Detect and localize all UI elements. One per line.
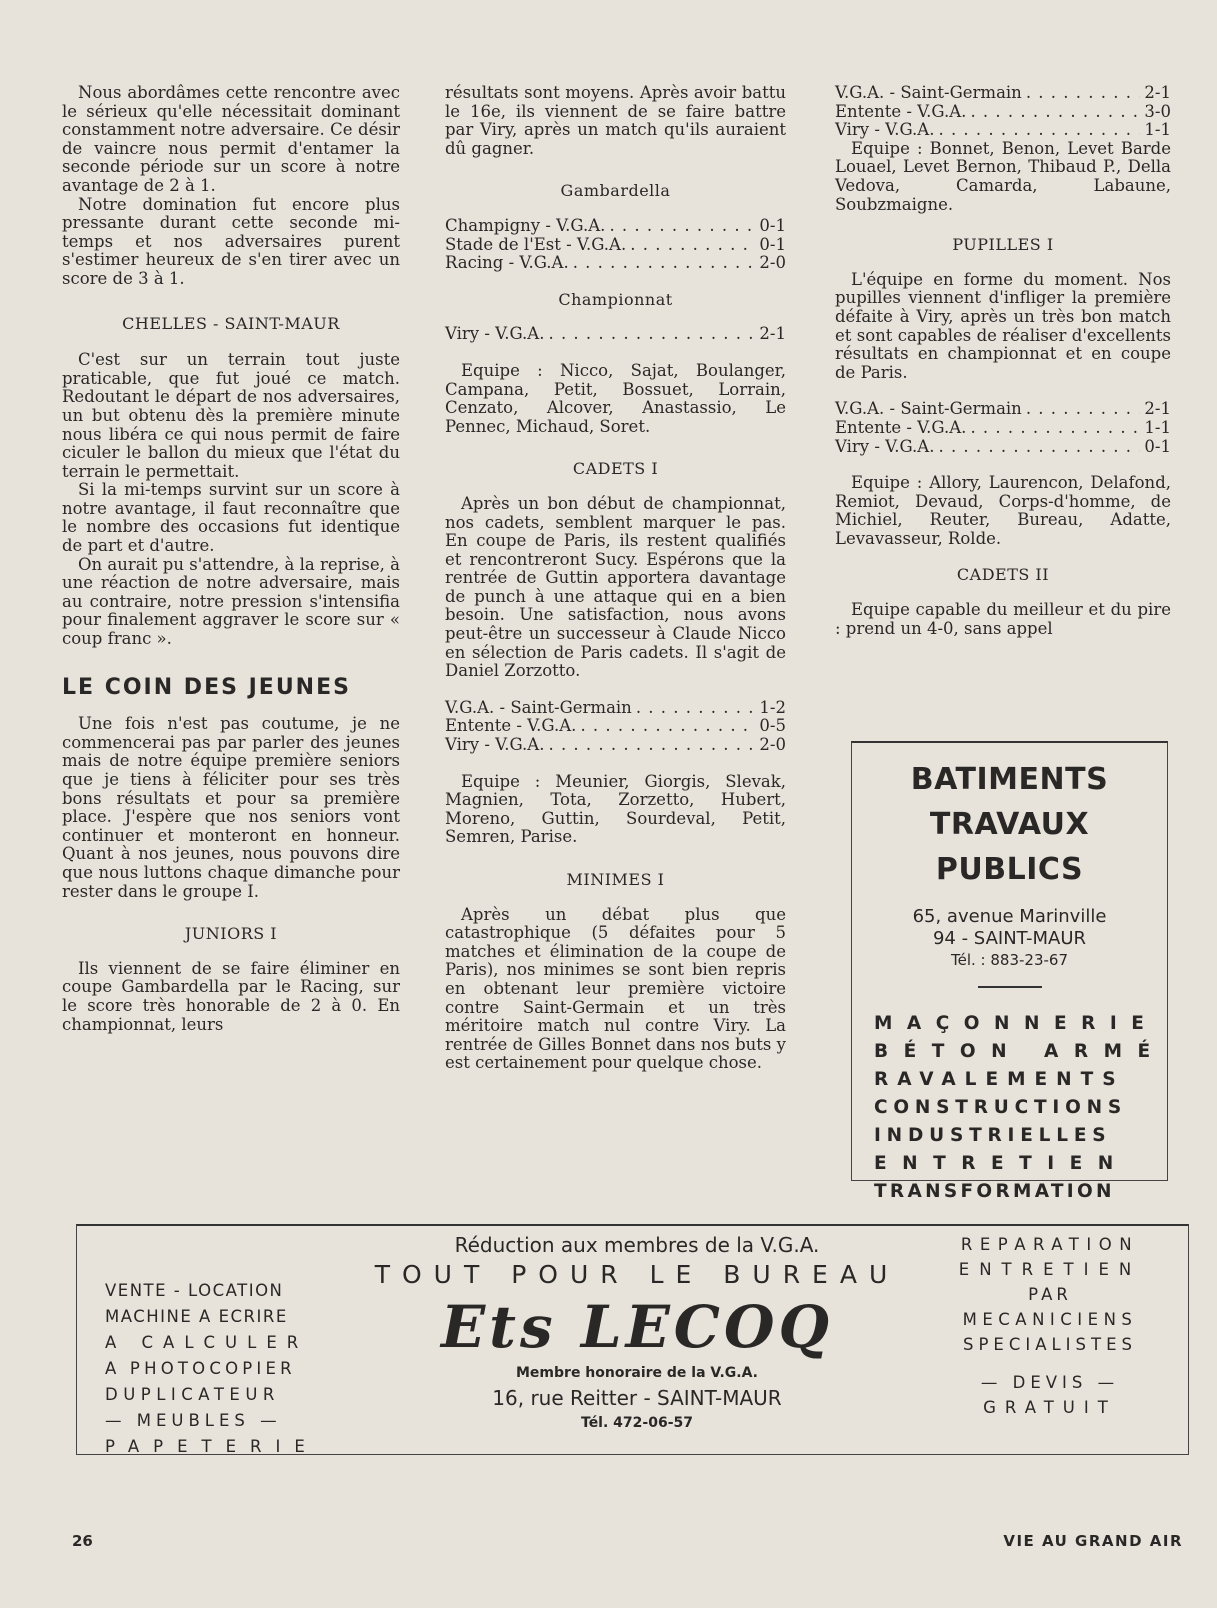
ad-line: PAR xyxy=(1028,1285,1072,1304)
ad-service: ENTRETIEN xyxy=(874,1153,1129,1174)
ad-title: TRAVAUX PUBLICS xyxy=(929,807,1090,887)
section-heading: JUNIORS I xyxy=(184,924,278,944)
divider xyxy=(978,986,1042,988)
results-list xyxy=(445,699,786,755)
ad-line: REPARATION xyxy=(960,1235,1140,1254)
office-supply-advertisement xyxy=(76,1224,1189,1455)
section-heading: Championnat xyxy=(558,289,673,309)
paragraph: Après un bon début de championnat, nos cadets, semblent marquer le pas. En coupe de Paris, ils restent qualifiés et rencontreront Sucy. Espérons que la rentrée de Guttin apportera davantage de punch à une attaque qui en a bien besoin. Une satisfaction, nous avons peut-être un successeur à Claude Nicco en sélection de Paris cadets. Il s'agit de Daniel Zorzotto. xyxy=(445,493,786,681)
ad-line: DUPLICATEUR xyxy=(105,1385,280,1404)
section-heading: PUPILLES I xyxy=(952,235,1054,255)
result-row: V.G.A. - Saint-Germain . . . 1-2 xyxy=(445,699,786,718)
page-number: 26 xyxy=(72,1532,93,1550)
paragraph: Notre domination fut encore plus pressante durant cette seconde mi-temps et nos adversaires purent s'estimer heureux de s'en tirer avec un score de 3 à 1. xyxy=(62,194,400,288)
results-list xyxy=(835,84,1171,140)
result-row: Entente - V.G.A. . . . 1-1 xyxy=(835,419,1171,438)
paragraph: Après un débat plus que catastrophique (5 défaites pour 5 matches et élimination de la coupe de Paris), nos minimes se sont bien repris en obtenant leur première victoire contre Saint-Germain et un très méritoire match nul contre Viry. La rentrée de Gilles Bonnet dans nos buts y est certainement pour quelque chose. xyxy=(445,904,786,1073)
result-row: Stade de l'Est - V.G.A. . . . 0-1 xyxy=(445,236,786,255)
ad-address: 94 - SAINT-MAUR xyxy=(932,928,1087,949)
result-row: Champigny - V.G.A. . . . 0-1 xyxy=(445,217,786,236)
paragraph: On aurait pu s'attendre, à la reprise, à une réaction de notre adversaire, mais au contraire, notre pression s'intensifia pour finalement aggraver le score sur « coup franc ». xyxy=(62,554,400,649)
ad-service: INDUSTRIELLES xyxy=(874,1125,1112,1146)
section-title: LE COIN DES JEUNES xyxy=(62,674,351,700)
ad-address: 16, rue Reitter - SAINT-MAUR xyxy=(492,1386,782,1410)
team-list: Equipe : Meunier, Giorgis, Slevak, Magnien, Tota, Zorzetto, Hubert, Moreno, Guttin, Sourdeval, Petit, Semren, Parise. xyxy=(445,771,786,847)
ad-line: A CALCULER xyxy=(105,1333,309,1352)
result-row: Viry - V.G.A. . . . 1-1 xyxy=(835,121,1171,140)
ad-line: MECANICIENS xyxy=(962,1310,1138,1329)
section-heading: CADETS I xyxy=(572,459,659,479)
ad-title: BATIMENTS xyxy=(910,762,1109,797)
results-list xyxy=(835,400,1171,456)
ad-phone: Tél. 472-06-57 xyxy=(581,1415,693,1431)
construction-advertisement xyxy=(851,741,1168,1202)
ad-left-column xyxy=(105,1278,319,1460)
ad-reduction: Réduction aux membres de la V.G.A. xyxy=(454,1233,820,1257)
ad-line: — MEUBLES — xyxy=(105,1411,282,1430)
team-list: Equipe : Bonnet, Benon, Levet Barde Louael, Levet Bernon, Thibaud P., Della Vedova, Camarda, Labaune, Soubzmaigne. xyxy=(835,138,1171,214)
team-list: Equipe : Nicco, Sajat, Boulanger, Campana, Petit, Bossuet, Lorrain, Cenzato, Alcover, Anastassio, Le Pennec, Michaud, Soret. xyxy=(445,360,786,436)
result-row: V.G.A. - Saint-Germain . . . 2-1 xyxy=(835,400,1171,419)
paragraph: Une fois n'est pas coutume, je ne commencerai pas par parler des jeunes mais de notre équipe première seniors que je tiens à féliciter pour ses très bons résultats et pour sa première place. J'espère que nos seniors vont continuer et monteront en honneur. Quant à nos jeunes, nous pouvons dire que nous luttons chaque dimanche pour rester dans le groupe I. xyxy=(62,714,400,901)
section-heading: CADETS II xyxy=(956,565,1050,585)
ad-service: CONSTRUCTIONS xyxy=(874,1097,1128,1118)
ad-line: GRATUIT xyxy=(983,1398,1117,1417)
paragraph: C'est sur un terrain tout juste praticable, que fut joué ce match. Redoutant le départ de nos adversaires, un but obtenu dès la première minute nous libéra ce qui nous permit de faire ciculer le ballon du mieux que l'état du terrain le permettait. xyxy=(62,350,400,481)
ad-address: 65, avenue Marinville xyxy=(912,906,1107,927)
article-column-3 xyxy=(835,84,1171,638)
result-row: Viry - V.G.A. . . . 2-1 xyxy=(445,325,786,344)
paragraph: Equipe capable du meilleur et du pire : prend un 4-0, sans appel xyxy=(835,600,1171,638)
ad-right-column xyxy=(935,1232,1165,1420)
section-heading: MINIMES I xyxy=(566,870,665,889)
ad-service: MAÇONNERIE xyxy=(874,1013,1159,1034)
result-row: V.G.A. - Saint-Germain . . . 2-1 xyxy=(835,84,1171,103)
ad-headline: TOUT POUR LE BUREAU xyxy=(374,1260,900,1289)
result-row: Viry - V.G.A. . . . 0-1 xyxy=(835,438,1171,457)
result-row: Viry - V.G.A. . . . 2-0 xyxy=(445,736,786,755)
ad-service: TRANSFORMATION xyxy=(874,1181,1115,1202)
ad-center-column xyxy=(357,1232,917,1434)
ad-phone: Tél. : 883-23-67 xyxy=(951,951,1068,969)
ad-line: VENTE - LOCATION xyxy=(105,1281,284,1300)
ad-service: RAVALEMENTS xyxy=(874,1069,1125,1090)
company-name: Ets LECOQ xyxy=(440,1293,834,1361)
magazine-name: VIE AU GRAND AIR xyxy=(1003,1532,1183,1550)
team-list: Equipe : Allory, Laurencon, Delafond, Remiot, Devaud, Corps-d'homme, de Michiel, Reuter, Bureau, Adatte, Levavasseur, Rolde. xyxy=(835,473,1171,548)
ad-member: Membre honoraire de la V.G.A. xyxy=(516,1365,758,1381)
ad-line: A PHOTOCOPIER xyxy=(105,1359,296,1378)
ad-service: BÉTON ARMÉ xyxy=(874,1041,1166,1062)
article-column-2 xyxy=(445,84,786,1073)
paragraph: résultats sont moyens. Après avoir battu le 16e, ils viennent de se faire battre par Viry, après un match qu'ils auraient dû gagner. xyxy=(445,83,786,158)
ad-line: SPECIALISTES xyxy=(962,1335,1138,1354)
result-row: Entente - V.G.A. . . . 3-0 xyxy=(835,103,1171,122)
results-list xyxy=(445,217,786,273)
ad-line: ENTRETIEN xyxy=(958,1260,1142,1279)
ad-line: — DEVIS — xyxy=(980,1373,1120,1392)
ad-line: MACHINE A ECRIRE xyxy=(105,1307,288,1326)
ad-line: PAPETERIE xyxy=(105,1437,319,1456)
section-heading: CHELLES - SAINT-MAUR xyxy=(122,313,340,333)
paragraph: Nous abordâmes cette rencontre avec le sérieux qu'elle nécessitait dominant constamment notre adversaire. Ce désir de vaincre nous permit d'entamer la seconde période sur un score à notre avantage de 2 à 1. xyxy=(62,83,400,195)
result-row: Entente - V.G.A. . . . 0-5 xyxy=(445,717,786,736)
paragraph: Ils viennent de se faire éliminer en coupe Gambardella par le Racing, sur le score très honorable de 2 à 0. En championnat, leurs xyxy=(62,958,400,1034)
paragraph: L'équipe en forme du moment. Nos pupilles viennent d'infliger la première défaite à Viry, après un très bon match et sont capables de réaliser d'excellents résultats en championnat et en coupe de Paris. xyxy=(835,269,1171,382)
article-column-1 xyxy=(62,84,400,1034)
paragraph: Si la mi-temps survint sur un score à notre avantage, il faut reconnaître que le nombre des occasions fut identique de part et d'autre. xyxy=(62,480,400,556)
result-row: Racing - V.G.A. . . . 2-0 xyxy=(445,254,786,273)
section-heading: Gambardella xyxy=(560,181,671,201)
